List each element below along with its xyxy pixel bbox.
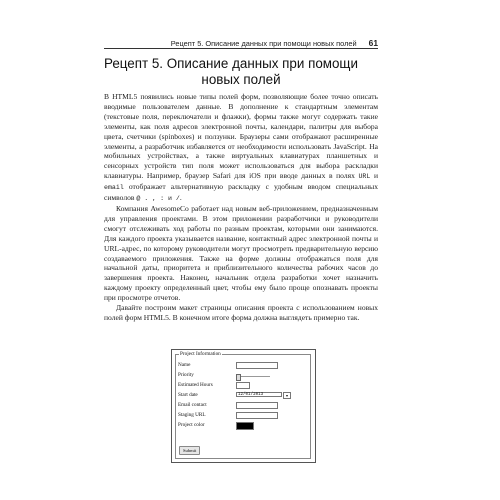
page-number: 61 bbox=[368, 38, 378, 48]
start-date-input[interactable]: 12/01/2013 bbox=[236, 392, 282, 397]
staging-url-input[interactable] bbox=[236, 412, 278, 419]
paragraph-3: Давайте построим макет страницы описания проекта с использованием новых полей форм HTML5. В конечном итоге форма должна выглядеть примерно так. bbox=[104, 303, 378, 322]
running-head bbox=[104, 38, 378, 48]
header-rule bbox=[104, 48, 378, 49]
priority-slider[interactable] bbox=[236, 374, 270, 379]
project-fieldset bbox=[175, 351, 311, 459]
label-priority: Priority bbox=[178, 372, 194, 378]
calendar-dropdown-icon[interactable]: ▾ bbox=[283, 392, 291, 399]
paragraph-1-text-b: и bbox=[373, 171, 378, 181]
label-email-contact: Email contact bbox=[178, 402, 207, 408]
recipe-title bbox=[104, 56, 378, 87]
paragraph-2: Компания AwesomeCo работает над новым веб-приложением, предназначенным для управления проектами. В этом приложении разработчики и руководители смогут отслеживать ход работы по разным проектам, которыми они занимаются. Для каждого проекта указывается название, контактный адрес электронной почты и URL-адрес, по которому руководители могут просмотреть предварительную версию создаваемого приложения. Также на форме должны отображаться поля для начальной даты, приоритета и приблизительного количества рабочих часов до завершения проекта. Наконец, начальник отдела разработки хочет назначить каждому проекту определенный цвет, чтобы ему было проще опознавать проекты при просмотре отчетов. bbox=[104, 203, 378, 303]
paragraph-1-text-d: . bbox=[179, 193, 182, 203]
project-color-picker[interactable] bbox=[236, 422, 254, 430]
recipe-title-line2: новых полей bbox=[201, 71, 281, 87]
recipe-title-line1: Рецепт 5. Описание данных при помощи bbox=[104, 56, 358, 71]
code-special-chars: @ . , : и / bbox=[136, 195, 180, 203]
label-start-date: Start date bbox=[178, 392, 198, 398]
submit-button[interactable]: Submit bbox=[179, 446, 200, 455]
fieldset-legend: Project Information bbox=[180, 351, 221, 357]
name-input[interactable] bbox=[236, 362, 278, 369]
slider-track bbox=[236, 376, 270, 377]
label-project-color: Project color bbox=[178, 422, 205, 428]
start-date-control bbox=[236, 392, 290, 398]
label-staging-url: Staging URL bbox=[178, 412, 206, 418]
form-figure bbox=[171, 349, 316, 463]
paragraph-1 bbox=[104, 92, 378, 204]
estimated-hours-spinbox[interactable] bbox=[236, 382, 250, 389]
running-head-title: Рецепт 5. Описание данных при помощи новых полей bbox=[170, 39, 357, 48]
paragraph-1-text-a: В HTML5 появились новые типы полей форм, позволяющие более точно описать вводимые пользователем данные. В дополнение к стандартным элементам (текстовые поля, переключатели и флажки), формы также могут содержать такие элементы, как поля адресов электронной почты, календари, палитры для выбора цвета, счетчики (spinboxes) и ползунки. Браузеры сами отображают расширенные элементы, а разработчик избавляется от необходимости использовать JavaScript. На мобильных устройствах, а также виртуальных клавиатурах планшетных и сенсорных устройств тип поля может использоваться для выбора раскладки клавиатуры. Например, браузер Safari для iOS при вводе данных в полях bbox=[104, 92, 378, 181]
code-url: URL bbox=[358, 173, 371, 181]
paragraph-1-text-c: отображает альтернативную раскладку с удобным вводом специальных символов bbox=[104, 182, 379, 203]
email-input[interactable] bbox=[236, 402, 278, 409]
label-estimated-hours: Estimated Hours bbox=[178, 382, 213, 388]
code-email: email bbox=[104, 184, 124, 192]
label-name: Name bbox=[178, 362, 191, 368]
body-text bbox=[104, 92, 378, 323]
slider-thumb[interactable] bbox=[236, 374, 241, 381]
row-priority bbox=[178, 372, 212, 380]
